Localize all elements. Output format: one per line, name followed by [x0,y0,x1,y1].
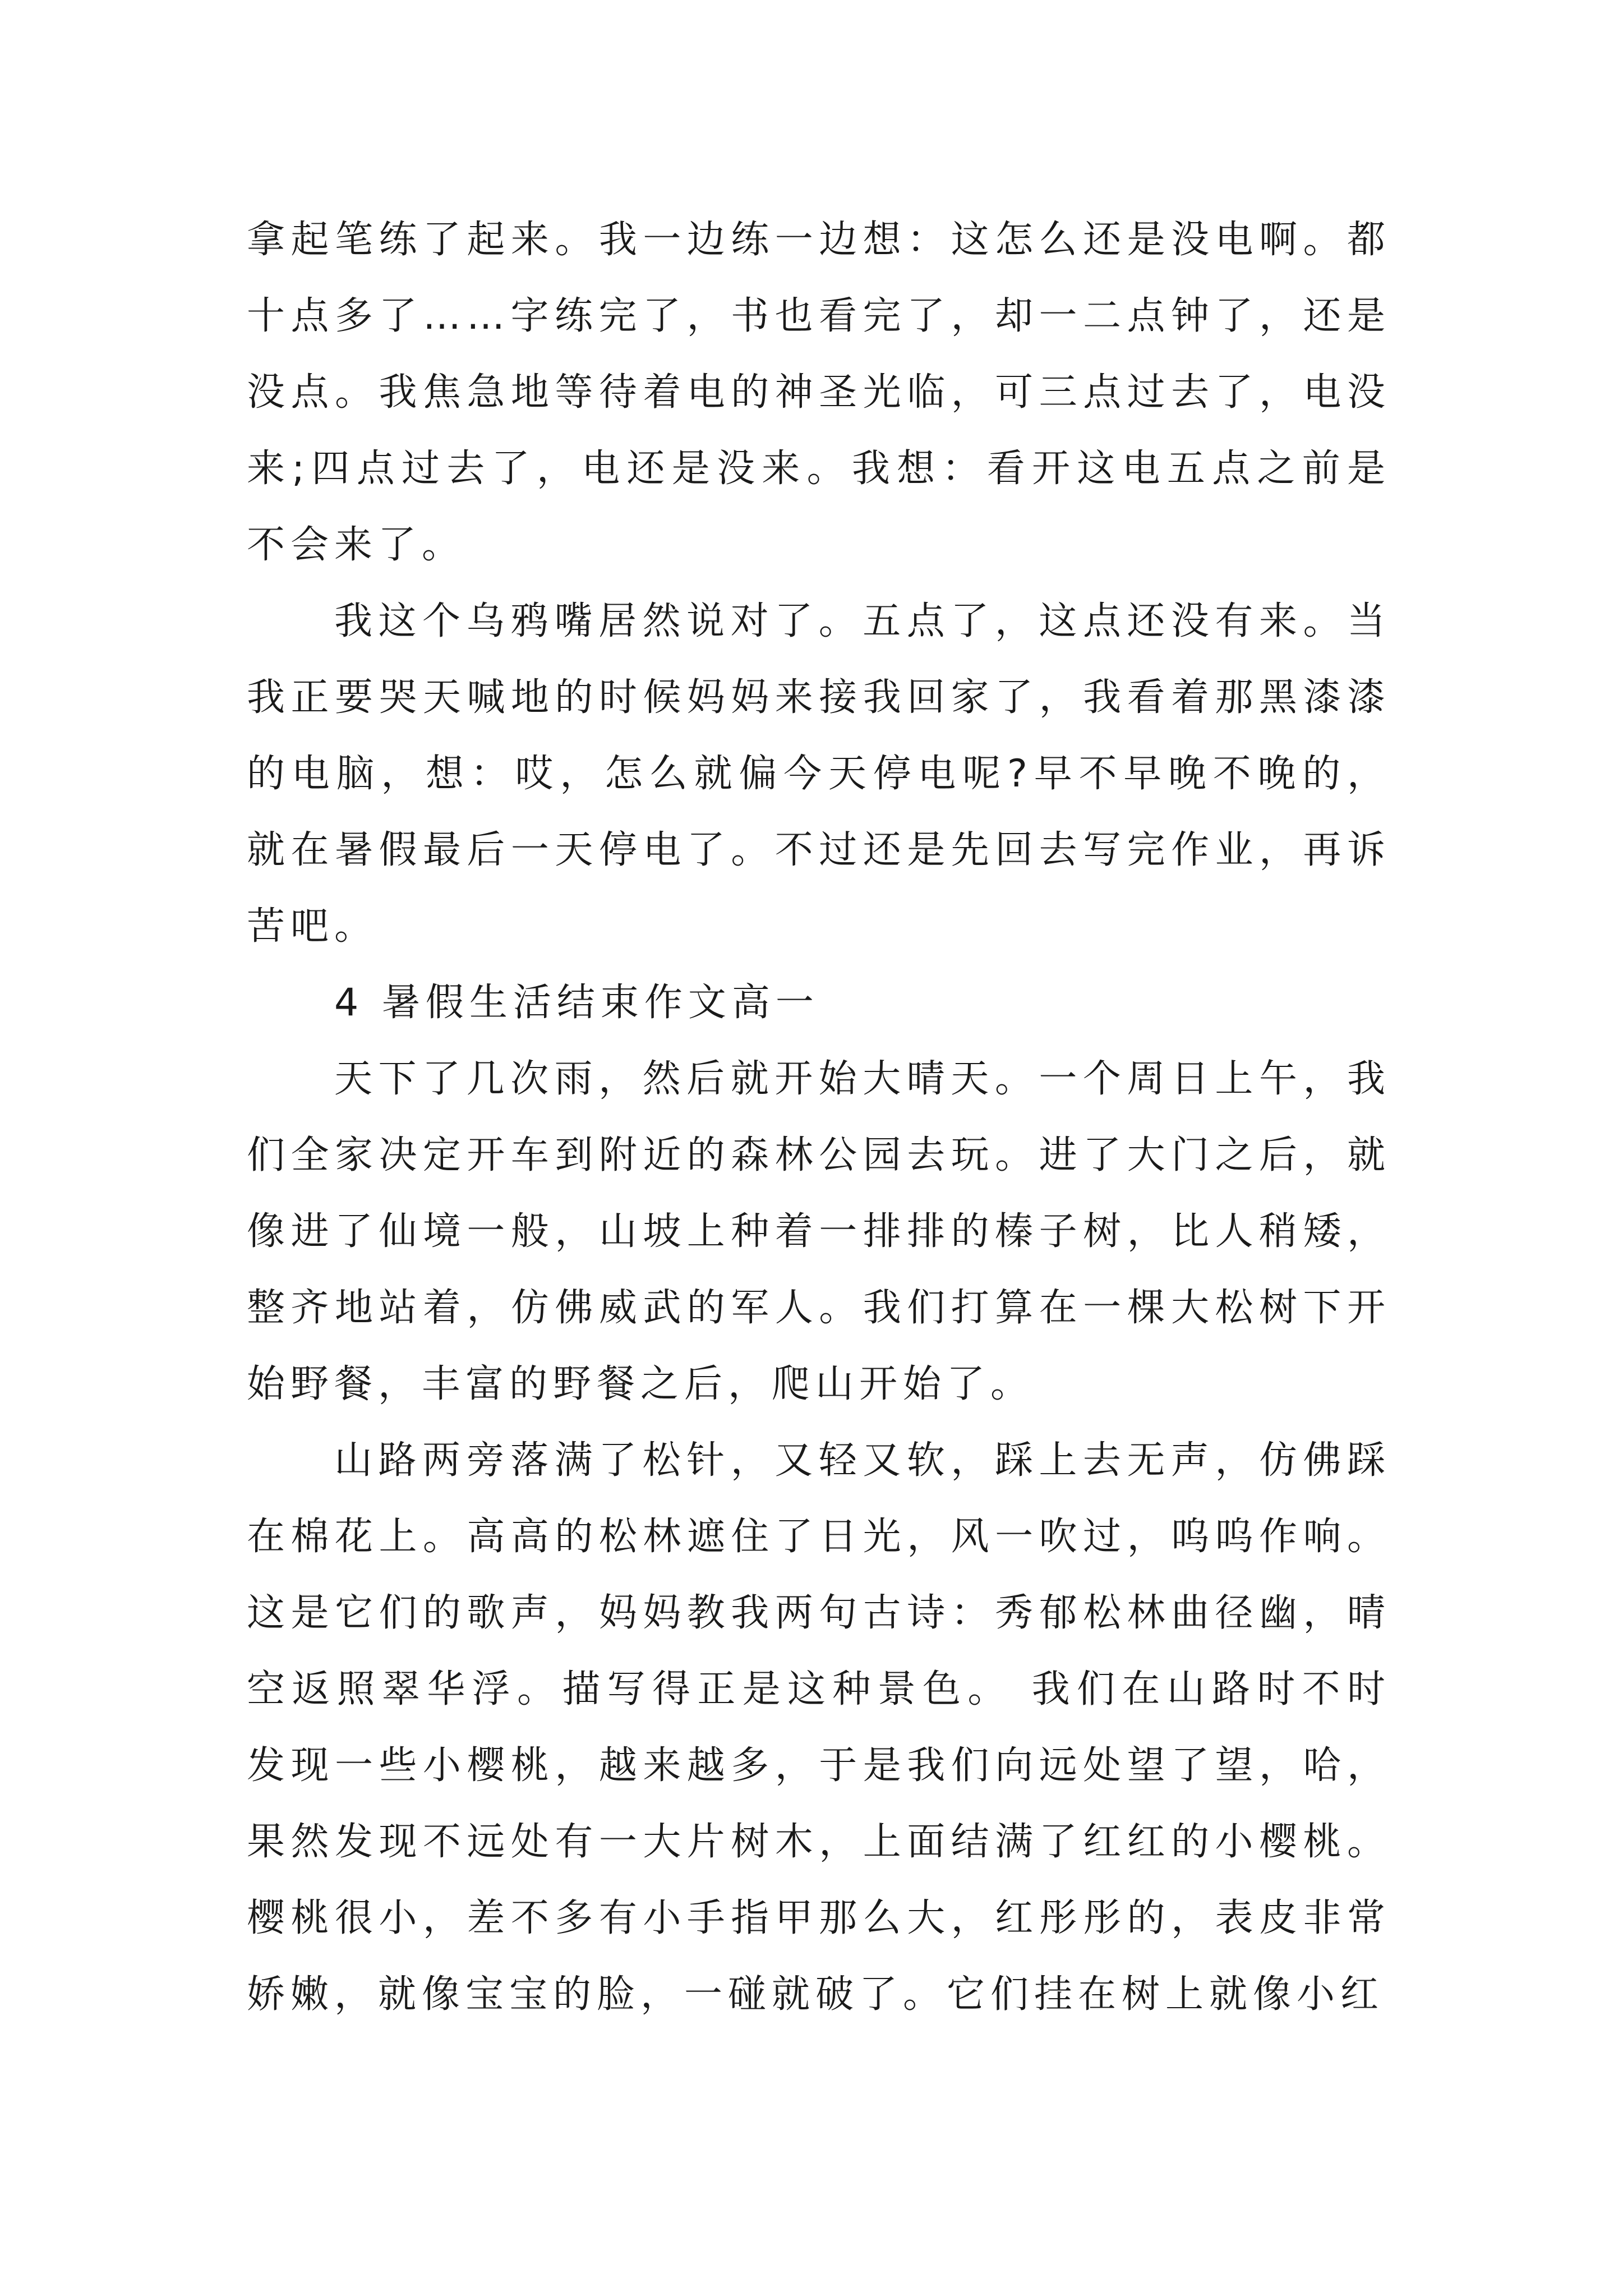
paragraph-4: 山路两旁落满了松针，又轻又软，踩上去无声，仿佛踩在棉花上。高高的松林遮住了日光，风一吹过，呜呜作响。这是它们的歌声，妈妈教我两句古诗：秀郁松林曲径幽，晴空返照翠华浮。描写得正是这种景色。 我们在山路时不时发现一些小樱桃，越来越多，于是我们向远处望了望，哈，果然发现不远处有一大片树木，上面结满了红红的小樱桃。樱桃很小，差不多有小手指甲那么大，红彤彤的，表皮非常娇嫩，就像宝宝的脸，一碰就破了。它们挂在树上就像小红 [247,1438,1391,2017]
paragraph-1: 拿起笔练了起来。我一边练一边想：这怎么还是没电啊。都十点多了……字练完了，书也看完了，却一二点钟了，还是没点。我焦急地等待着电的神圣光临，可三点过去了，电没来;四点过去了，电还是没来。我想：看开这电五点之前是不会来了。 [247,218,1391,567]
document-body [247,202,1391,2033]
section-heading: 4 暑假生活结束作文高一 [334,981,819,1025]
paragraph-3: 天下了几次雨，然后就开始大晴天。一个周日上午，我们全家决定开车到附近的森林公园去玩。进了大门之后，就像进了仙境一般，山坡上种着一排排的榛子树，比人稍矮，整齐地站着，仿佛威武的军人。我们打算在一棵大松树下开始野餐，丰富的野餐之后，爬山开始了。 [247,1057,1391,1406]
paragraph-2: 我这个乌鸦嘴居然说对了。五点了，这点还没有来。当我正要哭天喊地的时候妈妈来接我回家了，我看着那黑漆漆的电脑，想：哎，怎么就偏今天停电呢?早不早晚不晚的，就在暑假最后一天停电了。不过还是先回去写完作业，再诉苦吧。 [247,599,1391,949]
